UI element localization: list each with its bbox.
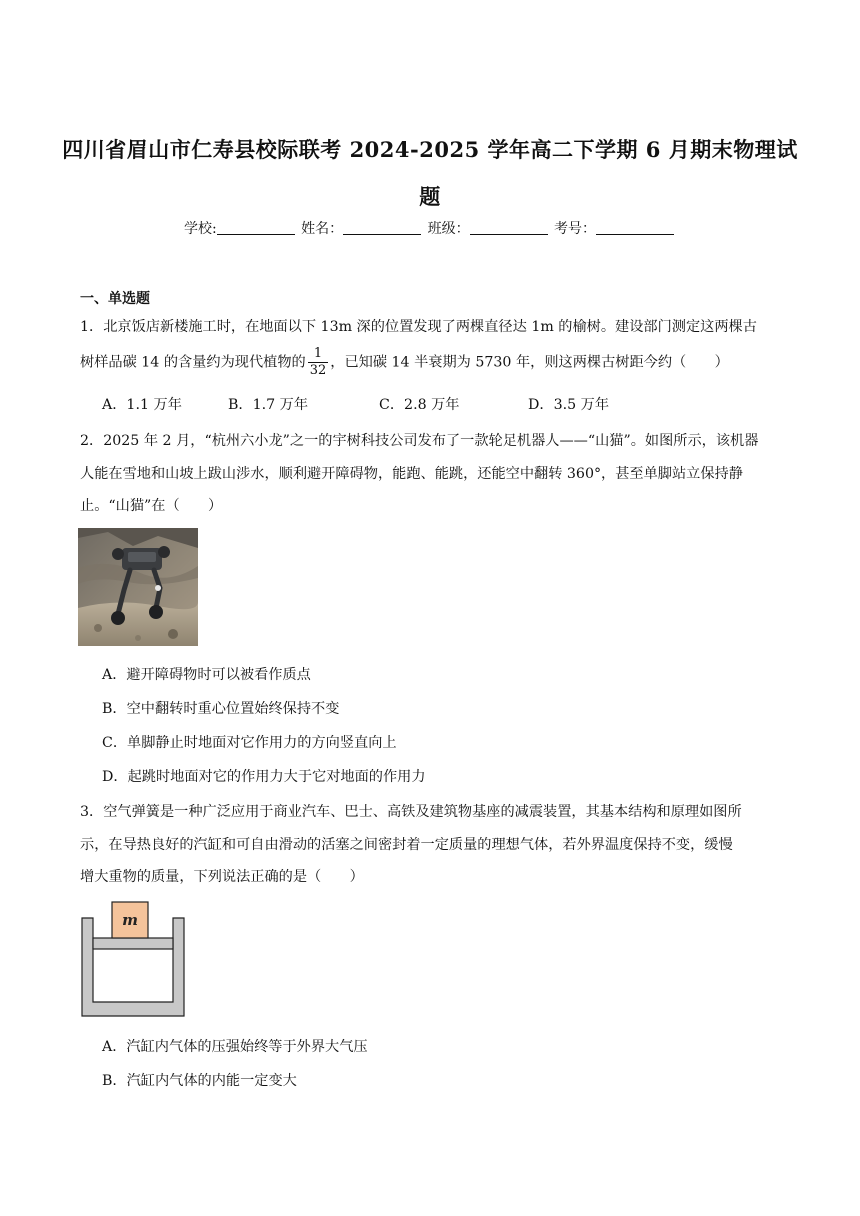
q1-fraction-denominator: 32 (309, 363, 327, 378)
q3-stem-line1: 3．空气弹簧是一种广泛应用于商业汽车、巴士、高铁及建筑物基座的减震装置，其基本结构和原理如图所 (80, 804, 742, 820)
section-heading: 一、单选题 (80, 291, 150, 307)
q1-fraction-numerator: 1 (308, 346, 329, 363)
q1-stem-part-b: ，已知碳 14 半衰期为 5730 年，则这两棵古树距今约（ ） (330, 354, 729, 371)
exam-title: 四川省眉山市仁寿县校际联考 2024-2025 学年高二下学期 6 月期末物理试 (62, 137, 798, 162)
q2-option-b: B．空中翻转时重心位置始终保持不变 (102, 701, 340, 717)
class-label: 班级： (427, 221, 470, 237)
exam-number-label: 考号： (554, 221, 597, 237)
q2-stem-line3: 止。“山猫”在（ ） (80, 498, 223, 514)
q2-option-c: C．单脚静止时地面对它作用力的方向竖直向上 (102, 735, 397, 751)
q1-option-a: A．1.1 万年 (102, 397, 182, 413)
air-spring-diagram (78, 898, 188, 1022)
q3-option-a: A．汽缸内气体的压强始终等于外界大气压 (102, 1039, 368, 1055)
q3-stem-line2: 示，在导热良好的汽缸和可自由滑动的活塞之间密封着一定质量的理想气体，若外界温度保持不变，缓慢 (80, 837, 733, 853)
exam-number-blank (596, 220, 674, 235)
school-blank (217, 220, 295, 235)
name-label: 姓名： (301, 221, 344, 237)
school-label: 学校: (183, 221, 217, 237)
q2-option-a: A．避开障碍物时可以被看作质点 (102, 667, 311, 683)
exam-title-continued: 题 (419, 184, 441, 209)
name-blank (343, 220, 421, 235)
piston (93, 938, 173, 949)
q3-stem-line3: 增大重物的质量，下列说法正确的是（ ） (80, 869, 364, 885)
q1-stem-part-a: 树样品碳 14 的含量约为现代植物的 (80, 354, 306, 371)
q1-option-b: B．1.7 万年 (228, 397, 309, 413)
robot-photo (78, 528, 198, 646)
q1-fraction (308, 346, 329, 379)
q2-option-d: D．起跳时地面对它的作用力大于它对地面的作用力 (102, 769, 426, 785)
q1-option-d: D．3.5 万年 (528, 397, 610, 413)
mass-label: m (122, 911, 138, 929)
student-info-row (0, 218, 860, 238)
q1-option-c: C．2.8 万年 (379, 397, 460, 413)
q1-stem-line2 (80, 346, 729, 379)
q3-option-b: B．汽缸内气体的内能一定变大 (102, 1073, 297, 1089)
q2-stem-line2: 人能在雪地和山坡上跋山涉水，顺利避开障碍物，能跑、能跳，还能空中翻转 360°，甚至单脚站立保持静 (80, 466, 743, 482)
q2-stem-line1: 2．2025 年 2 月，“杭州六小龙”之一的宇树科技公司发布了一款轮足机器人——“山猫”。如图所示，该机器 (80, 433, 759, 449)
q1-stem-line1: 1．北京饭店新楼施工时，在地面以下 13m 深的位置发现了两棵直径达 1m 的榆树。建设部门测定这两棵古 (80, 319, 757, 335)
class-blank (470, 220, 548, 235)
